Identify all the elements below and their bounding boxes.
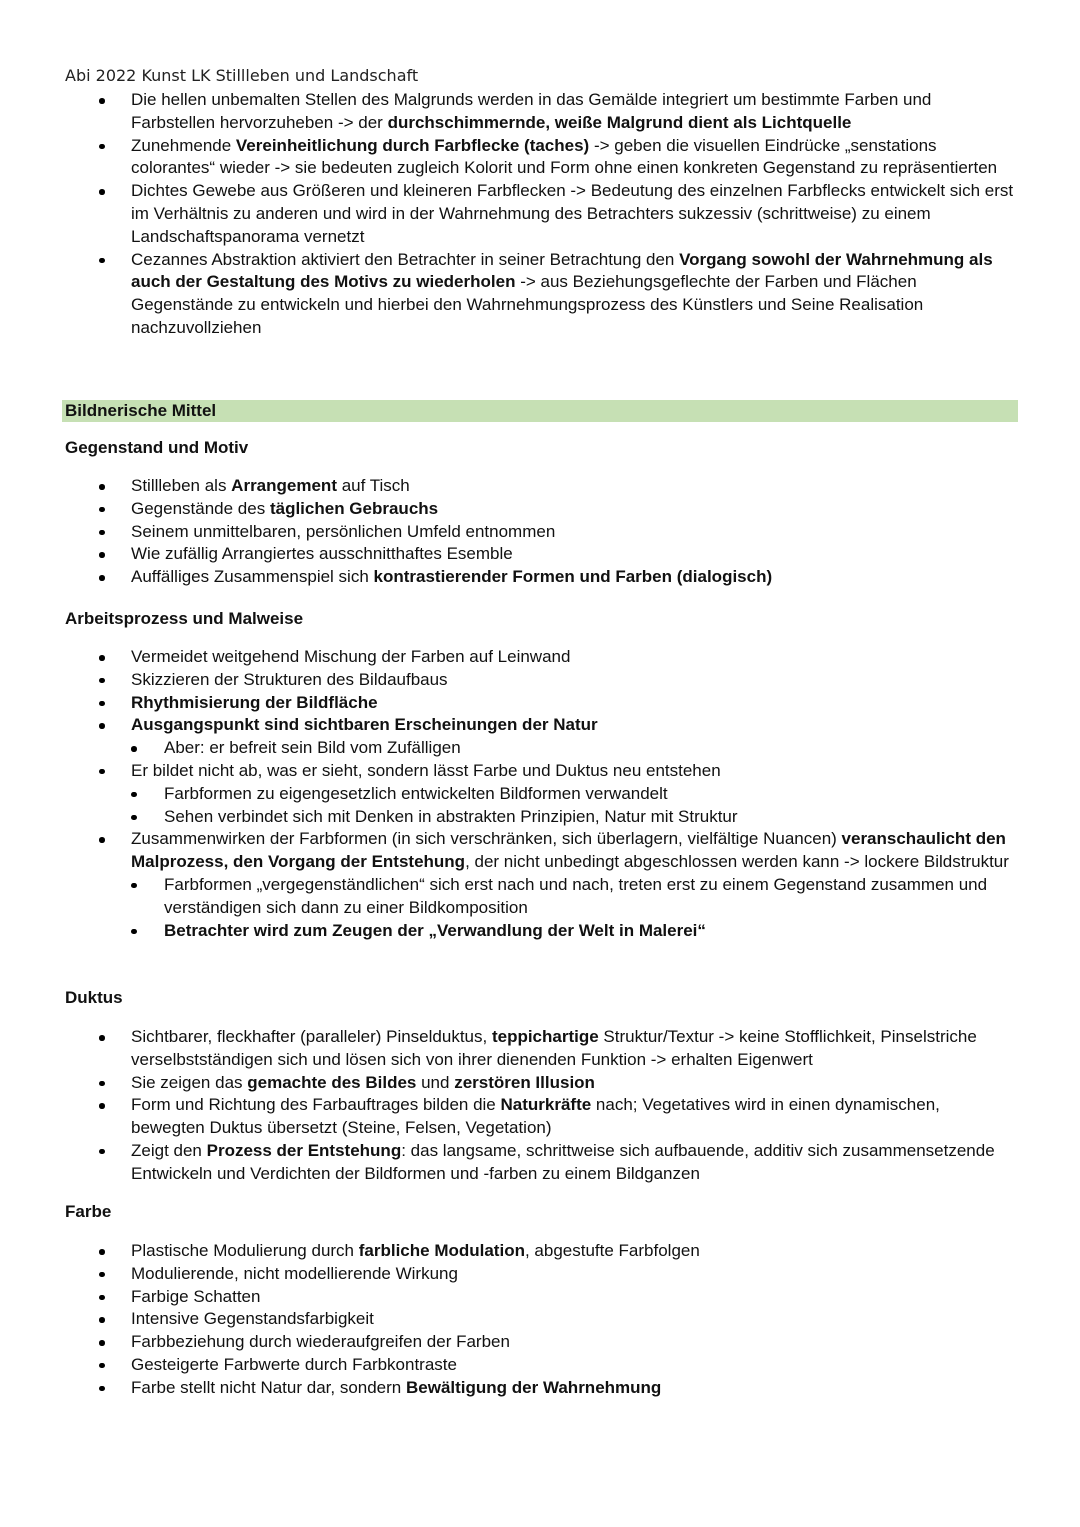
farbe-list xyxy=(0,1240,762,1400)
subheading-arbeitsprozess: Arbeitsprozess und Malweise xyxy=(65,609,304,628)
list-item: Plastische Modulierung durch farbliche Modulation, abgestufte Farbfolgen xyxy=(0,1240,762,1263)
list-item: Zeigt den Prozess der Entstehung: das langsame, schrittweise sich aufbauende, additiv sich zusammensetzende Entwickeln und Verdichten der Bildformen und -farben zu einem Bildganzen xyxy=(0,1140,1080,1186)
list-item: Gesteigerte Farbwerte durch Farbkontraste xyxy=(0,1354,762,1377)
list-item: Zunehmende Vereinheitlichung durch Farbflecke (taches) -> geben die visuellen Eindrücke „senstations colorantes“ wieder -> sie bedeuten zugleich Kolorit und Form ohne einen konkreten Gegenstand zu repräsentierten xyxy=(0,135,1080,181)
arbeitsprozess-list xyxy=(0,646,1080,942)
list-item: Dichtes Gewebe aus Größeren und kleineren Farbflecken -> Bedeutung des einzelnen Farbflecks entwickelt sich erst im Verhältnis zu anderen und wird in der Wahrnehmung des Betrachters sukzessiv (schrittweise) zu einem Landschaftspanorama vernetzt xyxy=(0,180,1080,248)
list-item: Farbe stellt nicht Natur dar, sondern Bewältigung der Wahrnehmung xyxy=(0,1377,762,1400)
list-item: Farbige Schatten xyxy=(0,1286,762,1309)
section-heading-bildnerische-mittel: Bildnerische Mittel xyxy=(62,400,1018,422)
duktus-list xyxy=(0,1026,1080,1186)
list-item: Auffälliges Zusammenspiel sich kontrastierender Formen und Farben (dialogisch) xyxy=(0,566,834,589)
document-title: Abi 2022 Kunst LK Stillleben und Landschaft xyxy=(65,66,419,85)
list-item: Vermeidet weitgehend Mischung der Farben auf Leinwand xyxy=(0,646,1080,669)
list-item: Cezannes Abstraktion aktiviert den Betrachter in seiner Betrachtung den Vorgang sowohl der Wahrnehmung als auch der Gestaltung des Motivs zu wiederholen -> aus Beziehungsgeflechte der Farben und Flächen Gegenstände zu entwickeln und hierbei den Wahrnehmungsprozess des Künstlers und Seine Realisation nachzuvollziehen xyxy=(0,249,1080,340)
list-item: Rhythmisierung der Bildfläche xyxy=(0,692,1080,715)
list-item: Skizzieren der Strukturen des Bildaufbaus xyxy=(0,669,1080,692)
sub-list-item: Betrachter wird zum Zeugen der „Verwandlung der Welt in Malerei“ xyxy=(0,920,1080,943)
list-item: Sie zeigen das gemachte des Bildes und zerstören Illusion xyxy=(0,1072,1080,1095)
sub-list-item: Aber: er befreit sein Bild vom Zufälligen xyxy=(0,737,1080,760)
list-item: Farbbeziehung durch wiederaufgreifen der Farben xyxy=(0,1331,762,1354)
list-item: Gegenstände des täglichen Gebrauchs xyxy=(0,498,834,521)
sub-list-item: Farbformen zu eigengesetzlich entwickelten Bildformen verwandelt xyxy=(0,783,1080,806)
gegenstand-list xyxy=(0,475,834,589)
list-item: Zusammenwirken der Farbformen (in sich verschränken, sich überlagern, vielfältige Nuancen) veranschaulicht den Malprozess, den Vorgang der Entstehung, der nicht unbedingt abgeschlossen werden kann -> lockere Bildstruktur xyxy=(0,828,1080,874)
list-item: Sichtbarer, fleckhafter (paralleler) Pinselduktus, teppichartige Struktur/Textur -> keine Stofflichkeit, Pinselstriche verselbstständigen sich und lösen sich von ihrer dienenden Funktion -> erhalten Eigenwert xyxy=(0,1026,1080,1072)
list-item: Form und Richtung des Farbauftrages bilden die Naturkräfte nach; Vegetatives wird in einen dynamischen, bewegten Duktus übersetzt (Steine, Felsen, Vegetation) xyxy=(0,1094,1080,1140)
list-item: Intensive Gegenstandsfarbigkeit xyxy=(0,1308,762,1331)
list-item: Modulierende, nicht modellierende Wirkung xyxy=(0,1263,762,1286)
subheading-gegenstand: Gegenstand und Motiv xyxy=(65,438,249,457)
intro-list xyxy=(0,89,1080,340)
list-item: Er bildet nicht ab, was er sieht, sondern lässt Farbe und Duktus neu entstehen xyxy=(0,760,1080,783)
sub-list-item: Farbformen „vergegenständlichen“ sich erst nach und nach, treten erst zu einem Gegenstand zusammen und verständigen sich dann zu einer Bildkomposition xyxy=(0,874,1080,920)
subheading-farbe: Farbe xyxy=(65,1202,112,1221)
list-item: Stillleben als Arrangement auf Tisch xyxy=(0,475,834,498)
list-item: Seinem unmittelbaren, persönlichen Umfeld entnommen xyxy=(0,521,834,544)
list-item: Wie zufällig Arrangiertes ausschnitthaftes Esemble xyxy=(0,543,834,566)
list-item: Ausgangspunkt sind sichtbaren Erscheinungen der Natur xyxy=(0,714,1080,737)
sub-list-item: Sehen verbindet sich mit Denken in abstrakten Prinzipien, Natur mit Struktur xyxy=(0,806,1080,829)
subheading-duktus: Duktus xyxy=(65,988,123,1007)
list-item: Die hellen unbemalten Stellen des Malgrunds werden in das Gemälde integriert um bestimmte Farben und Farbstellen hervorzuheben -> der durchschimmernde, weiße Malgrund dient als Lichtquelle xyxy=(0,89,1080,135)
